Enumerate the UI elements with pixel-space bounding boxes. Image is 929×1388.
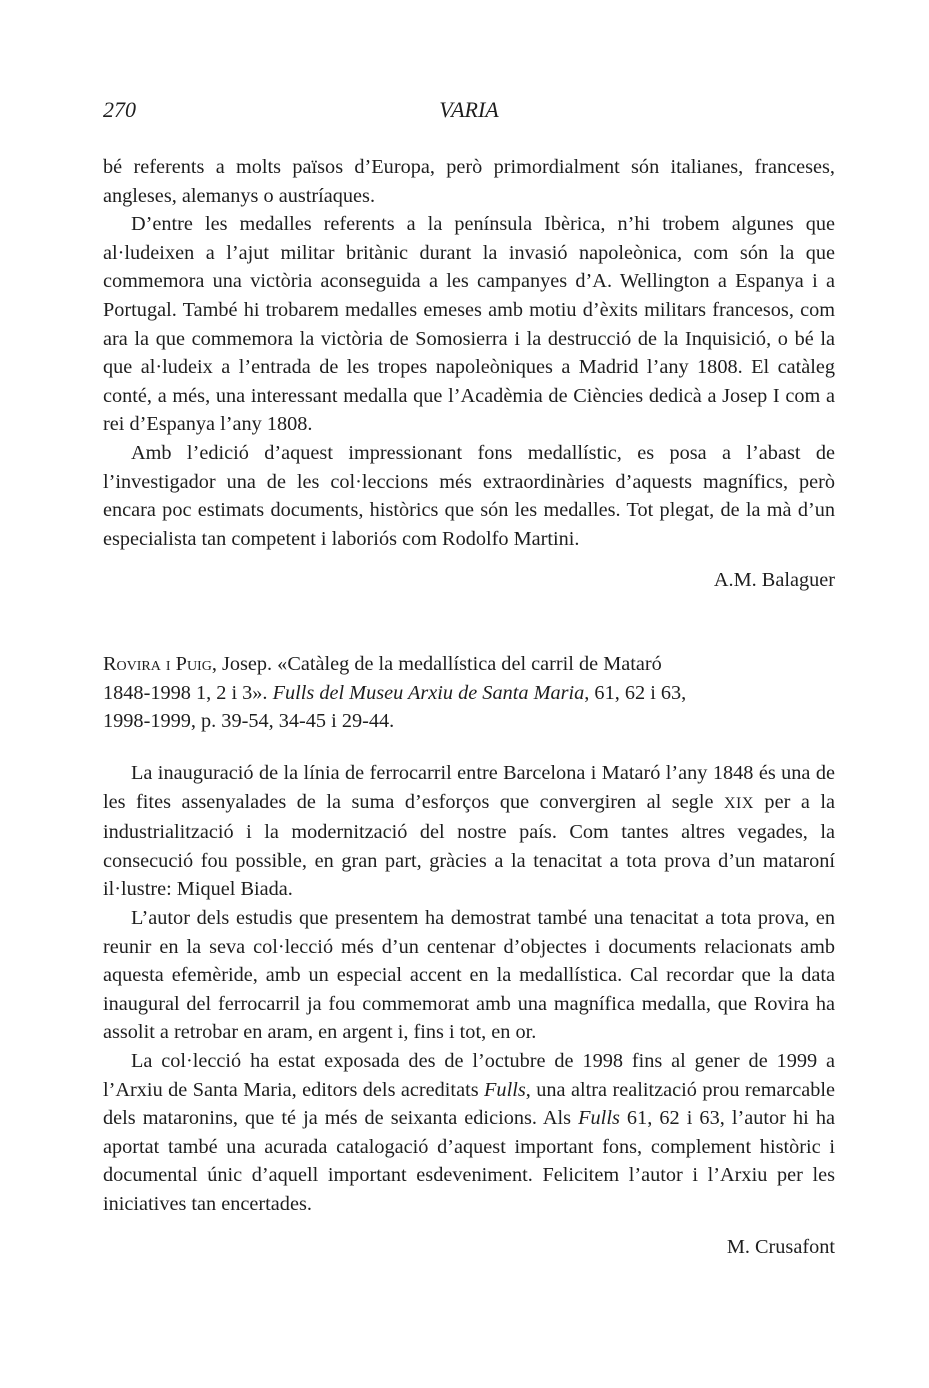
paragraph: Amb l’edició d’aquest impressionant fons medallístic, es posa a l’abast de l’investigador una de les col·leccions més extraordinàries d’aquests magnífics, però encara poc estimats documents, històrics que són les medalles. Tot plegat, de la mà d’un especialista tan competent i laboriós com Rodolfo Martini. (103, 441, 835, 550)
text-run: La col·lecció ha estat exposada des de l’octubre de 1998 fins al gener de 1999 a l’Arxiu de Santa Maria, editors dels acreditats (103, 1049, 835, 1101)
citation-journal: Fulls del Museu Arxiu de Santa Maria (272, 681, 585, 704)
paragraph: D’entre les medalles referents a la península Ibèrica, n’hi trobem algunes que al·ludeixen a l’ajut militar britànic durant la invasió napoleònica, com són la que commemora una victòria aconseguida a les campanyes d’A. Wellington a Espanya i a Portugal. També hi trobarem medalles emeses amb motiu d’èxits militars francesos, com ara la que commemora la victòria de Somosierra i la destrucció de la Inquisició, o bé la que al·ludeix a l’entrada de les tropes napoleòniques a Madrid l’any 1808. El catàleg conté, a més, una interessant medalla que l’Acadèmia de Ciències dedicà a Josep I com a rei d’Espanya l’any 1808. (103, 213, 835, 436)
paragraph: L’autor dels estudis que presentem ha demostrat també una tenacitat a tota prova, en reunir en la seva col·lecció més d’un centenar d’objectes i documents relacionats amb aquesta efemèride, amb un especial accent en la medallística. Cal recordar que la data inaugural del ferrocarril ja fou commemorat amb una magnífica medalla, que Rovira ha assolit a retrobar en aram, en argent i, fins i tot, en or. (103, 906, 835, 1044)
review-balaguer-body (103, 153, 835, 553)
paragraph (103, 1047, 835, 1219)
text-run: 61, 62 i 63, l’autor hi ha aportat també una acurada catalogació d’aquest important fons, complement històric i documental únic d’aquell important esdeveniment. Felicitem l’autor i l’Arxiu per les iniciatives tan encertades. (103, 1107, 835, 1215)
text-run: per a la industrialització i la modernització del nostre país. Com tantes altres vegades, la consecució fou possible, en gran part, gràcies a la tenacitat a tota prova d’un mataroní il·lustre: Miquel Biada. (103, 790, 835, 901)
page-number: 270 (103, 97, 136, 122)
journal-name: Fulls (484, 1078, 526, 1101)
section-title: VARIA (439, 97, 499, 122)
text-run: , una altra realització prou remarcable dels mataronins, que té ja més de seixanta edicions. Als (103, 1078, 836, 1130)
signature-crusafont: M. Crusafont (726, 1236, 835, 1258)
citation-line-3: 1998-1999, p. 39-54, 34-45 i 29-44. (103, 710, 395, 733)
citation-line-2 (103, 679, 803, 708)
citation-issues: , 61, 62 i 63, (584, 681, 687, 704)
citation-author: Rovira i Puig (103, 653, 212, 675)
citation-title: , Josep. «Catàleg de la medallística del carril de Mataró (211, 653, 662, 675)
paragraph (103, 759, 835, 904)
citation-title-end: 1848-1998 1, 2 i 3». (103, 681, 273, 704)
century-numeral: XIX (723, 794, 754, 812)
text-run: La inauguració de la línia de ferrocarril entre Barcelona i Mataró l’any 1848 és una de les fites assenyalades de la suma d’esforços que convergiren al segle (103, 762, 835, 813)
running-head (103, 97, 835, 127)
review-crusafont-body (103, 759, 835, 1219)
bibliographic-citation (103, 650, 803, 736)
signature-balaguer: A.M. Balaguer (713, 569, 835, 591)
paragraph: bé referents a molts països d’Europa, però primordialment són italianes, franceses, angleses, alemanys o austríaques. (103, 156, 835, 207)
journal-name: Fulls (578, 1107, 620, 1130)
citation-line-1 (103, 650, 803, 679)
